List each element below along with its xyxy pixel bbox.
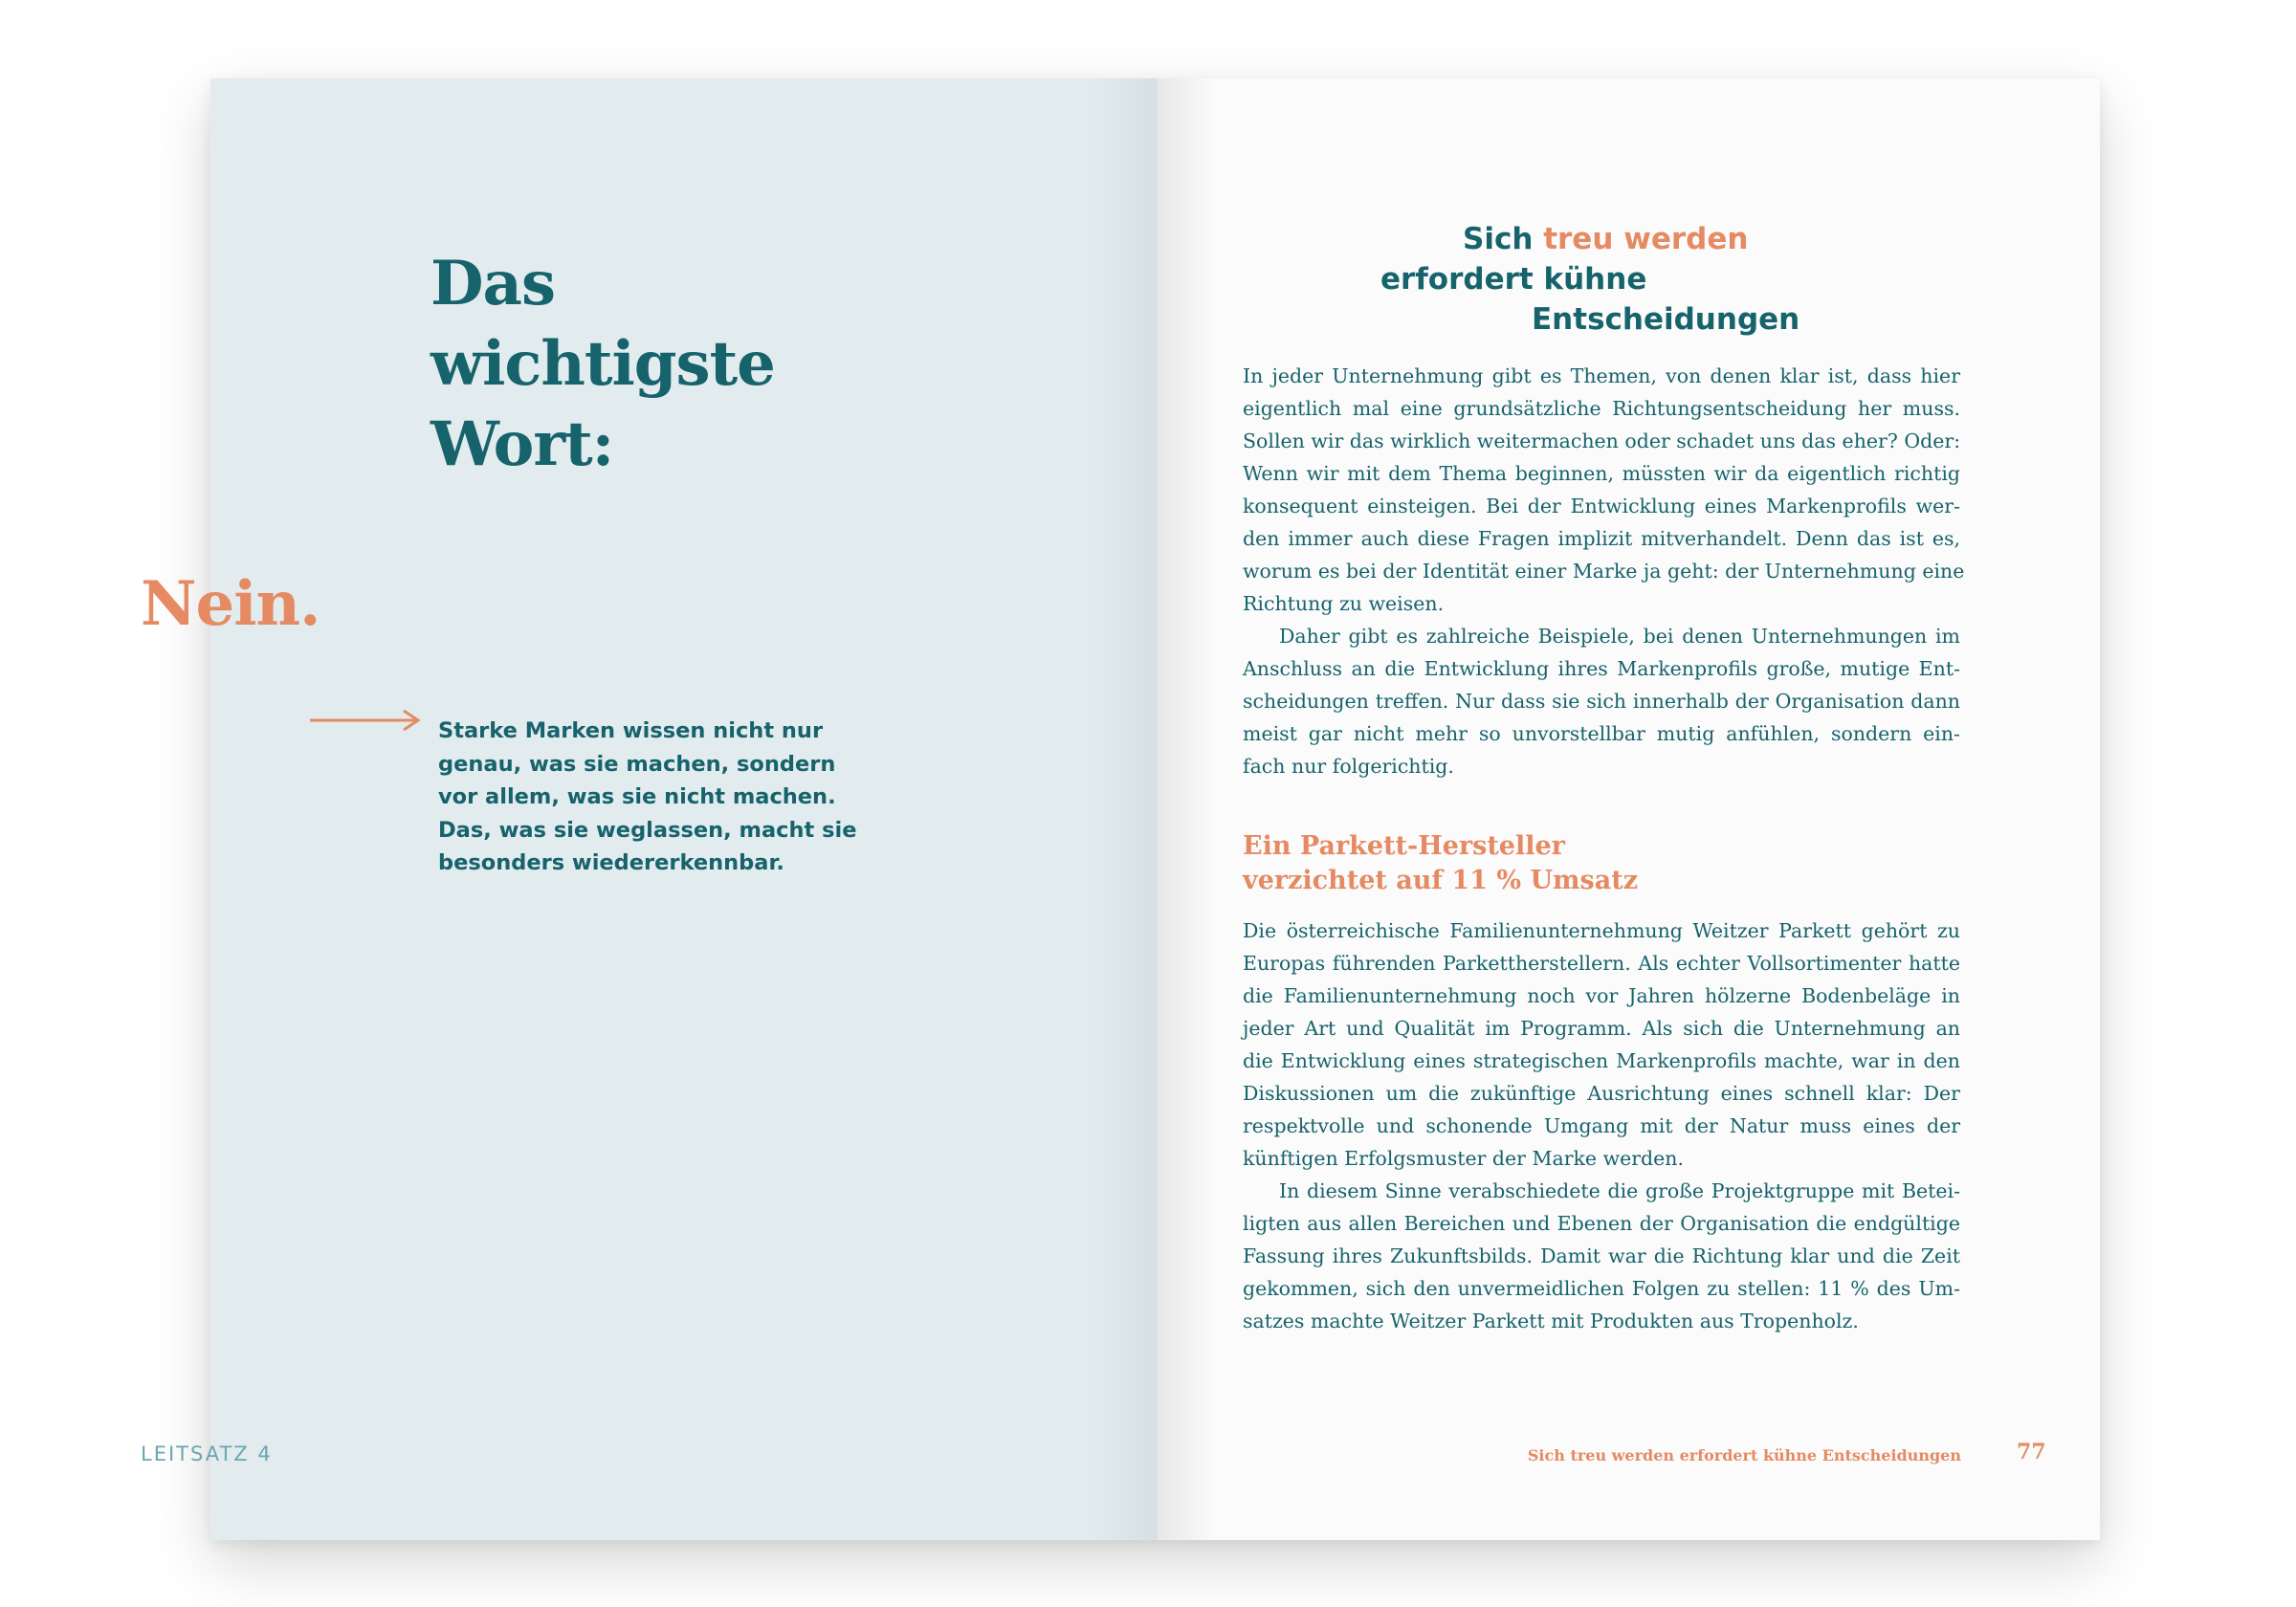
- lead-line: besonders wiedererkennbar.: [438, 850, 784, 875]
- text-line: den immer auch diese Fragen implizit mitverhandelt. Denn das ist es,: [1243, 527, 1960, 550]
- text-line: die Familienunternehmung noch vor Jahren hölzerne Bodenbeläge in: [1243, 984, 1960, 1007]
- text-line: meist gar nicht mehr so unvorstellbar mutig anfühlen, sondern ein-: [1243, 722, 1960, 745]
- text-line: In diesem Sinne verabschiedete die große Projektgruppe mit Betei-: [1279, 1179, 1960, 1202]
- text-line: Anschluss an die Entwicklung ihres Markenprofils große, mutige Ent-: [1243, 657, 1960, 680]
- lead-text: [438, 715, 857, 880]
- heading-line: Das: [430, 248, 555, 319]
- subheading-line: verzichtet auf 11 % Umsatz: [1243, 866, 1639, 895]
- text-line: Sollen wir das wirklich weitermachen oder schadet uns das eher? Oder:: [1243, 429, 1961, 452]
- heading-highlight: Nein.: [141, 568, 320, 640]
- subheading-line: Ein Parkett-Hersteller: [1243, 831, 1565, 861]
- text-line: In jeder Unternehmung gibt es Themen, von denen klar ist, dass hier: [1243, 364, 1960, 387]
- title-accent: treu werden: [1543, 222, 1749, 256]
- lead-line: genau, was sie machen, sondern: [438, 751, 836, 777]
- text-line: künftigen Erfolgsmuster der Marke werden.: [1243, 1147, 1685, 1170]
- text-line: gekommen, sich den unvermeidlichen Folgen zu stellen: 11 % des Um-: [1243, 1277, 1960, 1300]
- page-title-line-3: Entscheidungen: [1532, 302, 1800, 337]
- text-line: satzes machte Weitzer Parkett mit Produkten aus Tropenholz.: [1243, 1310, 1859, 1332]
- text-line: scheidungen treffen. Nur dass sie sich innerhalb der Organisation dann: [1243, 690, 1960, 713]
- running-footer: Sich treu werden erfordert kühne Entscheidungen: [1527, 1446, 1961, 1464]
- heading-line: wichtigste: [430, 328, 775, 400]
- text-line: Europas führenden Parkettherstellern. Als echter Vollsortimenter hatte: [1243, 952, 1960, 975]
- text-line: Daher gibt es zahlreiche Beispiele, bei denen Unternehmungen im: [1279, 625, 1960, 648]
- heading-line: Wort:: [430, 408, 614, 480]
- page-title-line-2: erfordert kühne: [1380, 262, 1647, 297]
- title-text: Sich: [1463, 222, 1544, 256]
- arrow-right-icon: [310, 709, 423, 732]
- section-label: LEITSATZ 4: [141, 1442, 273, 1465]
- body-paragraphs-2: [1243, 914, 1960, 1337]
- text-line: Fassung ihres Zukunftsbilds. Damit war die Richtung klar und die Zeit: [1243, 1244, 1960, 1267]
- body-paragraphs-1: [1243, 360, 1965, 782]
- page-title-line-1: [1463, 220, 1748, 258]
- lead-line: Starke Marken wissen nicht nur: [438, 718, 824, 743]
- text-line: eigentlich mal eine grundsätzliche Richtungsentscheidung her muss.: [1243, 397, 1960, 420]
- text-line: die Entwicklung eines strategischen Markenprofils machte, war in den: [1243, 1049, 1960, 1072]
- chapter-heading: [430, 244, 775, 485]
- text-line: worum es bei der Identität einer Marke ja geht: der Unternehmung eine: [1243, 560, 1965, 583]
- text-line: jeder Art und Qualität im Programm. Als sich die Unternehmung an: [1243, 1017, 1960, 1040]
- text-line: Wenn wir mit dem Thema beginnen, müssten wir da eigentlich richtig: [1243, 462, 1960, 485]
- text-line: fach nur folgerichtig.: [1243, 755, 1454, 778]
- page-number: 77: [2017, 1440, 2046, 1464]
- section-subheading: [1243, 829, 1638, 898]
- text-line: Richtung zu weisen.: [1243, 592, 1445, 615]
- text-line: Die österreichische Familienunternehmung Weitzer Parkett gehört zu: [1243, 919, 1960, 942]
- text-line: Diskussionen um die zukünftige Ausrichtung eines schnell klar: Der: [1243, 1082, 1960, 1105]
- lead-line: Das, was sie weglassen, macht sie: [438, 817, 857, 843]
- text-line: ligten aus allen Bereichen und Ebenen der Organisation die endgültige: [1243, 1212, 1960, 1235]
- text-line: respektvolle und schonende Umgang mit der Natur muss eines der: [1243, 1114, 1960, 1137]
- lead-line: vor allem, was sie nicht machen.: [438, 784, 836, 809]
- text-line: konsequent einsteigen. Bei der Entwicklung eines Markenprofils wer-: [1243, 495, 1960, 517]
